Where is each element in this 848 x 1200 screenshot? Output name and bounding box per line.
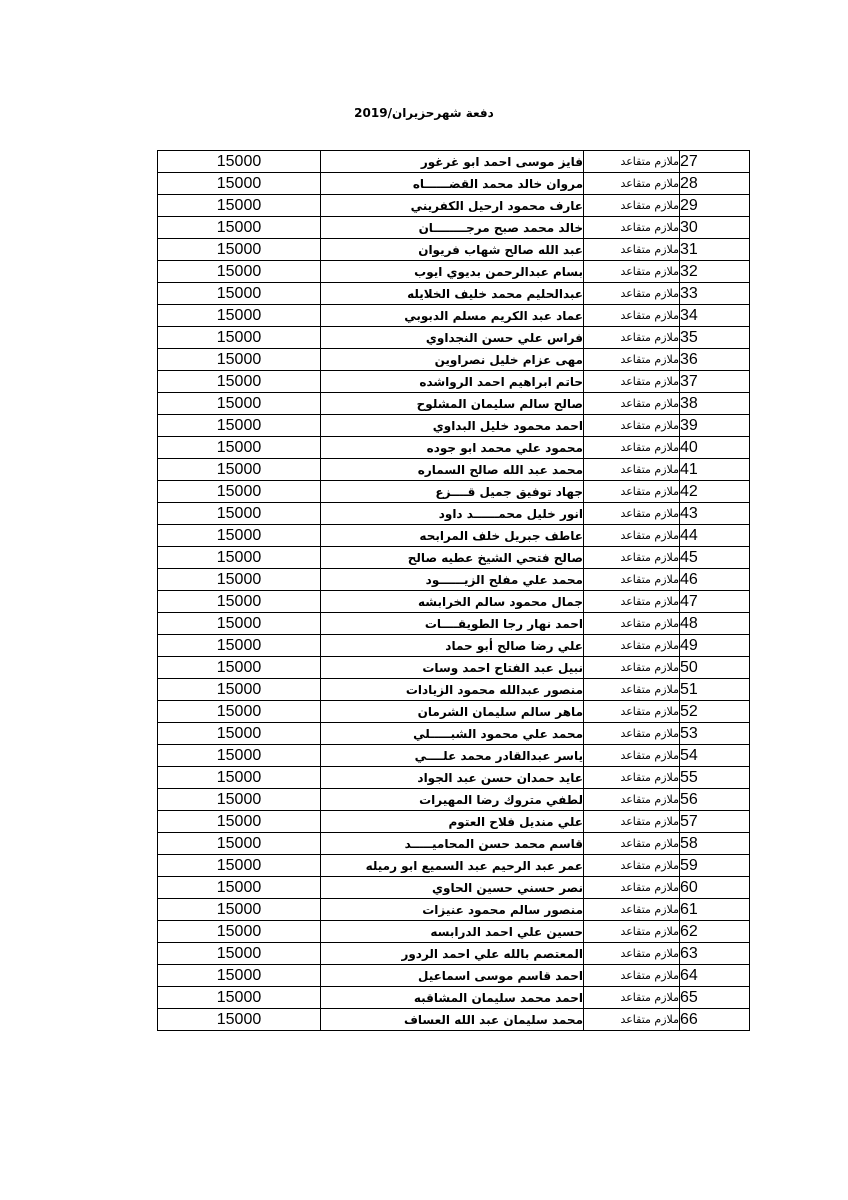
rank-cell: ملازم متقاعد	[584, 613, 680, 635]
name-cell: محمد عبد الله صالح السماره	[321, 459, 584, 481]
table-row	[158, 327, 750, 349]
amount-cell: 15000	[158, 437, 321, 459]
row-number-cell: 53	[680, 723, 750, 745]
row-number-cell: 37	[680, 371, 750, 393]
rank-cell: ملازم متقاعد	[584, 1009, 680, 1031]
row-number-cell: 59	[680, 855, 750, 877]
rank-cell: ملازم متقاعد	[584, 833, 680, 855]
amount-cell: 15000	[158, 745, 321, 767]
row-number-cell: 36	[680, 349, 750, 371]
amount-cell: 15000	[158, 657, 321, 679]
amount-cell: 15000	[158, 987, 321, 1009]
row-number-cell: 61	[680, 899, 750, 921]
table-row	[158, 921, 750, 943]
rank-cell: ملازم متقاعد	[584, 877, 680, 899]
name-cell: عماد عبد الكريم مسلم الدبوبي	[321, 305, 584, 327]
row-number-cell: 42	[680, 481, 750, 503]
amount-cell: 15000	[158, 283, 321, 305]
row-number-cell: 56	[680, 789, 750, 811]
table-row	[158, 239, 750, 261]
rank-cell: ملازم متقاعد	[584, 943, 680, 965]
table-row	[158, 459, 750, 481]
name-cell: انور خليل محمــــــد داود	[321, 503, 584, 525]
table-row	[158, 943, 750, 965]
name-cell: محمد سليمان عبد الله العساف	[321, 1009, 584, 1031]
amount-cell: 15000	[158, 701, 321, 723]
name-cell: نبيل عبد الفتاح احمد وسات	[321, 657, 584, 679]
table-row	[158, 723, 750, 745]
amount-cell: 15000	[158, 261, 321, 283]
rank-cell: ملازم متقاعد	[584, 415, 680, 437]
rank-cell: ملازم متقاعد	[584, 503, 680, 525]
table-row	[158, 195, 750, 217]
name-cell: جهاد توفيق جميل قــــزع	[321, 481, 584, 503]
name-cell: عبدالحليم محمد خليف الخلايله	[321, 283, 584, 305]
rank-cell: ملازم متقاعد	[584, 217, 680, 239]
row-number-cell: 49	[680, 635, 750, 657]
name-cell: ياسر عبدالقادر محمد علــــي	[321, 745, 584, 767]
rank-cell: ملازم متقاعد	[584, 723, 680, 745]
name-cell: احمد محمد سليمان المشاقبه	[321, 987, 584, 1009]
rank-cell: ملازم متقاعد	[584, 481, 680, 503]
rank-cell: ملازم متقاعد	[584, 591, 680, 613]
document-heading: دفعة شهرحزيران/2019	[354, 106, 494, 120]
rank-cell: ملازم متقاعد	[584, 459, 680, 481]
name-cell: عارف محمود ارحيل الكفريني	[321, 195, 584, 217]
name-cell: منصور سالم محمود عنيزات	[321, 899, 584, 921]
amount-cell: 15000	[158, 965, 321, 987]
table-row	[158, 503, 750, 525]
amount-cell: 15000	[158, 789, 321, 811]
amount-cell: 15000	[158, 613, 321, 635]
row-number-cell: 28	[680, 173, 750, 195]
rank-cell: ملازم متقاعد	[584, 657, 680, 679]
row-number-cell: 63	[680, 943, 750, 965]
table-row	[158, 767, 750, 789]
name-cell: محمد علي محمود الشبـــــلي	[321, 723, 584, 745]
row-number-cell: 54	[680, 745, 750, 767]
table-row	[158, 965, 750, 987]
row-number-cell: 29	[680, 195, 750, 217]
amount-cell: 15000	[158, 547, 321, 569]
row-number-cell: 58	[680, 833, 750, 855]
rank-cell: ملازم متقاعد	[584, 349, 680, 371]
amount-cell: 15000	[158, 195, 321, 217]
name-cell: نصر حسني حسين الحاوي	[321, 877, 584, 899]
name-cell: جمال محمود سالم الخرابشه	[321, 591, 584, 613]
rank-cell: ملازم متقاعد	[584, 921, 680, 943]
rank-cell: ملازم متقاعد	[584, 679, 680, 701]
name-cell: محمود علي محمد ابو جوده	[321, 437, 584, 459]
rank-cell: ملازم متقاعد	[584, 305, 680, 327]
name-cell: صالح سالم سليمان المشلوح	[321, 393, 584, 415]
table-row	[158, 371, 750, 393]
row-number-cell: 46	[680, 569, 750, 591]
table-row	[158, 613, 750, 635]
amount-cell: 15000	[158, 459, 321, 481]
name-cell: عايد حمدان حسن عبد الجواد	[321, 767, 584, 789]
name-cell: عاطف جبريل خلف المرابحه	[321, 525, 584, 547]
table-row	[158, 305, 750, 327]
name-cell: منصور عبدالله محمود الزيادات	[321, 679, 584, 701]
table-row	[158, 789, 750, 811]
rank-cell: ملازم متقاعد	[584, 151, 680, 173]
amount-cell: 15000	[158, 393, 321, 415]
table-row	[158, 745, 750, 767]
rank-cell: ملازم متقاعد	[584, 239, 680, 261]
amount-cell: 15000	[158, 217, 321, 239]
table-row	[158, 569, 750, 591]
row-number-cell: 32	[680, 261, 750, 283]
table-row	[158, 173, 750, 195]
rank-cell: ملازم متقاعد	[584, 173, 680, 195]
amount-cell: 15000	[158, 767, 321, 789]
roster-table	[157, 150, 750, 1031]
amount-cell: 15000	[158, 569, 321, 591]
row-number-cell: 33	[680, 283, 750, 305]
name-cell: المعتصم بالله علي احمد الردور	[321, 943, 584, 965]
rank-cell: ملازم متقاعد	[584, 811, 680, 833]
rank-cell: ملازم متقاعد	[584, 745, 680, 767]
name-cell: احمد محمود خليل البداوي	[321, 415, 584, 437]
amount-cell: 15000	[158, 635, 321, 657]
rank-cell: ملازم متقاعد	[584, 965, 680, 987]
row-number-cell: 48	[680, 613, 750, 635]
row-number-cell: 34	[680, 305, 750, 327]
row-number-cell: 57	[680, 811, 750, 833]
table-row	[158, 393, 750, 415]
amount-cell: 15000	[158, 723, 321, 745]
rank-cell: ملازم متقاعد	[584, 789, 680, 811]
row-number-cell: 47	[680, 591, 750, 613]
rank-cell: ملازم متقاعد	[584, 283, 680, 305]
row-number-cell: 31	[680, 239, 750, 261]
table-row	[158, 877, 750, 899]
amount-cell: 15000	[158, 899, 321, 921]
amount-cell: 15000	[158, 415, 321, 437]
rank-cell: ملازم متقاعد	[584, 701, 680, 723]
rank-cell: ملازم متقاعد	[584, 393, 680, 415]
amount-cell: 15000	[158, 239, 321, 261]
table-row	[158, 261, 750, 283]
row-number-cell: 45	[680, 547, 750, 569]
amount-cell: 15000	[158, 1009, 321, 1031]
name-cell: ماهر سالم سليمان الشرمان	[321, 701, 584, 723]
row-number-cell: 64	[680, 965, 750, 987]
table-row	[158, 635, 750, 657]
rank-cell: ملازم متقاعد	[584, 371, 680, 393]
name-cell: حاتم ابراهيم احمد الرواشده	[321, 371, 584, 393]
table-row	[158, 415, 750, 437]
table-row	[158, 481, 750, 503]
name-cell: احمد نهار رجا الطويقــــات	[321, 613, 584, 635]
row-number-cell: 38	[680, 393, 750, 415]
table-row	[158, 547, 750, 569]
row-number-cell: 50	[680, 657, 750, 679]
table-row	[158, 833, 750, 855]
name-cell: خالد محمد صبح مرجــــــــان	[321, 217, 584, 239]
row-number-cell: 51	[680, 679, 750, 701]
rank-cell: ملازم متقاعد	[584, 261, 680, 283]
rank-cell: ملازم متقاعد	[584, 899, 680, 921]
rank-cell: ملازم متقاعد	[584, 987, 680, 1009]
row-number-cell: 60	[680, 877, 750, 899]
amount-cell: 15000	[158, 679, 321, 701]
rank-cell: ملازم متقاعد	[584, 525, 680, 547]
row-number-cell: 55	[680, 767, 750, 789]
row-number-cell: 30	[680, 217, 750, 239]
table-row	[158, 987, 750, 1009]
name-cell: لطفي متروك رضا المهيرات	[321, 789, 584, 811]
row-number-cell: 39	[680, 415, 750, 437]
row-number-cell: 35	[680, 327, 750, 349]
amount-cell: 15000	[158, 481, 321, 503]
amount-cell: 15000	[158, 921, 321, 943]
name-cell: احمد قاسم موسى اسماعيل	[321, 965, 584, 987]
table-row	[158, 899, 750, 921]
name-cell: فايز موسى احمد ابو غرغور	[321, 151, 584, 173]
table-row	[158, 591, 750, 613]
rank-cell: ملازم متقاعد	[584, 437, 680, 459]
table-row	[158, 855, 750, 877]
amount-cell: 15000	[158, 151, 321, 173]
rank-cell: ملازم متقاعد	[584, 195, 680, 217]
name-cell: عمر عبد الرحيم عبد السميع ابو رميله	[321, 855, 584, 877]
rank-cell: ملازم متقاعد	[584, 635, 680, 657]
amount-cell: 15000	[158, 525, 321, 547]
table-row	[158, 679, 750, 701]
table-row	[158, 283, 750, 305]
amount-cell: 15000	[158, 305, 321, 327]
name-cell: مروان خالد محمد القضــــــاه	[321, 173, 584, 195]
name-cell: بسام عبدالرحمن بديوي ايوب	[321, 261, 584, 283]
name-cell: عبد الله صالح شهاب فريوان	[321, 239, 584, 261]
name-cell: محمد علي مفلح الزيــــــود	[321, 569, 584, 591]
rank-cell: ملازم متقاعد	[584, 569, 680, 591]
row-number-cell: 40	[680, 437, 750, 459]
amount-cell: 15000	[158, 877, 321, 899]
amount-cell: 15000	[158, 349, 321, 371]
table-row	[158, 151, 750, 173]
amount-cell: 15000	[158, 503, 321, 525]
rank-cell: ملازم متقاعد	[584, 855, 680, 877]
table-row	[158, 217, 750, 239]
row-number-cell: 52	[680, 701, 750, 723]
name-cell: فراس علي حسن النجداوي	[321, 327, 584, 349]
table-row	[158, 657, 750, 679]
name-cell: علي منديل فلاح العتوم	[321, 811, 584, 833]
table-row	[158, 701, 750, 723]
row-number-cell: 43	[680, 503, 750, 525]
row-number-cell: 44	[680, 525, 750, 547]
row-number-cell: 66	[680, 1009, 750, 1031]
amount-cell: 15000	[158, 591, 321, 613]
name-cell: قاسم محمد حسن المحاميـــــد	[321, 833, 584, 855]
amount-cell: 15000	[158, 327, 321, 349]
row-number-cell: 27	[680, 151, 750, 173]
name-cell: صالح فتحي الشيخ عطيه صالح	[321, 547, 584, 569]
amount-cell: 15000	[158, 811, 321, 833]
amount-cell: 15000	[158, 855, 321, 877]
amount-cell: 15000	[158, 173, 321, 195]
name-cell: مهى عزام خليل نصراوين	[321, 349, 584, 371]
table-row	[158, 349, 750, 371]
amount-cell: 15000	[158, 943, 321, 965]
table-row	[158, 525, 750, 547]
name-cell: علي رضا صالح أبو حماد	[321, 635, 584, 657]
row-number-cell: 41	[680, 459, 750, 481]
rank-cell: ملازم متقاعد	[584, 327, 680, 349]
name-cell: حسين علي احمد الدرابسه	[321, 921, 584, 943]
rank-cell: ملازم متقاعد	[584, 767, 680, 789]
roster-table-body	[158, 151, 750, 1031]
table-row	[158, 1009, 750, 1031]
table-row	[158, 811, 750, 833]
table-row	[158, 437, 750, 459]
row-number-cell: 62	[680, 921, 750, 943]
amount-cell: 15000	[158, 833, 321, 855]
rank-cell: ملازم متقاعد	[584, 547, 680, 569]
amount-cell: 15000	[158, 371, 321, 393]
row-number-cell: 65	[680, 987, 750, 1009]
